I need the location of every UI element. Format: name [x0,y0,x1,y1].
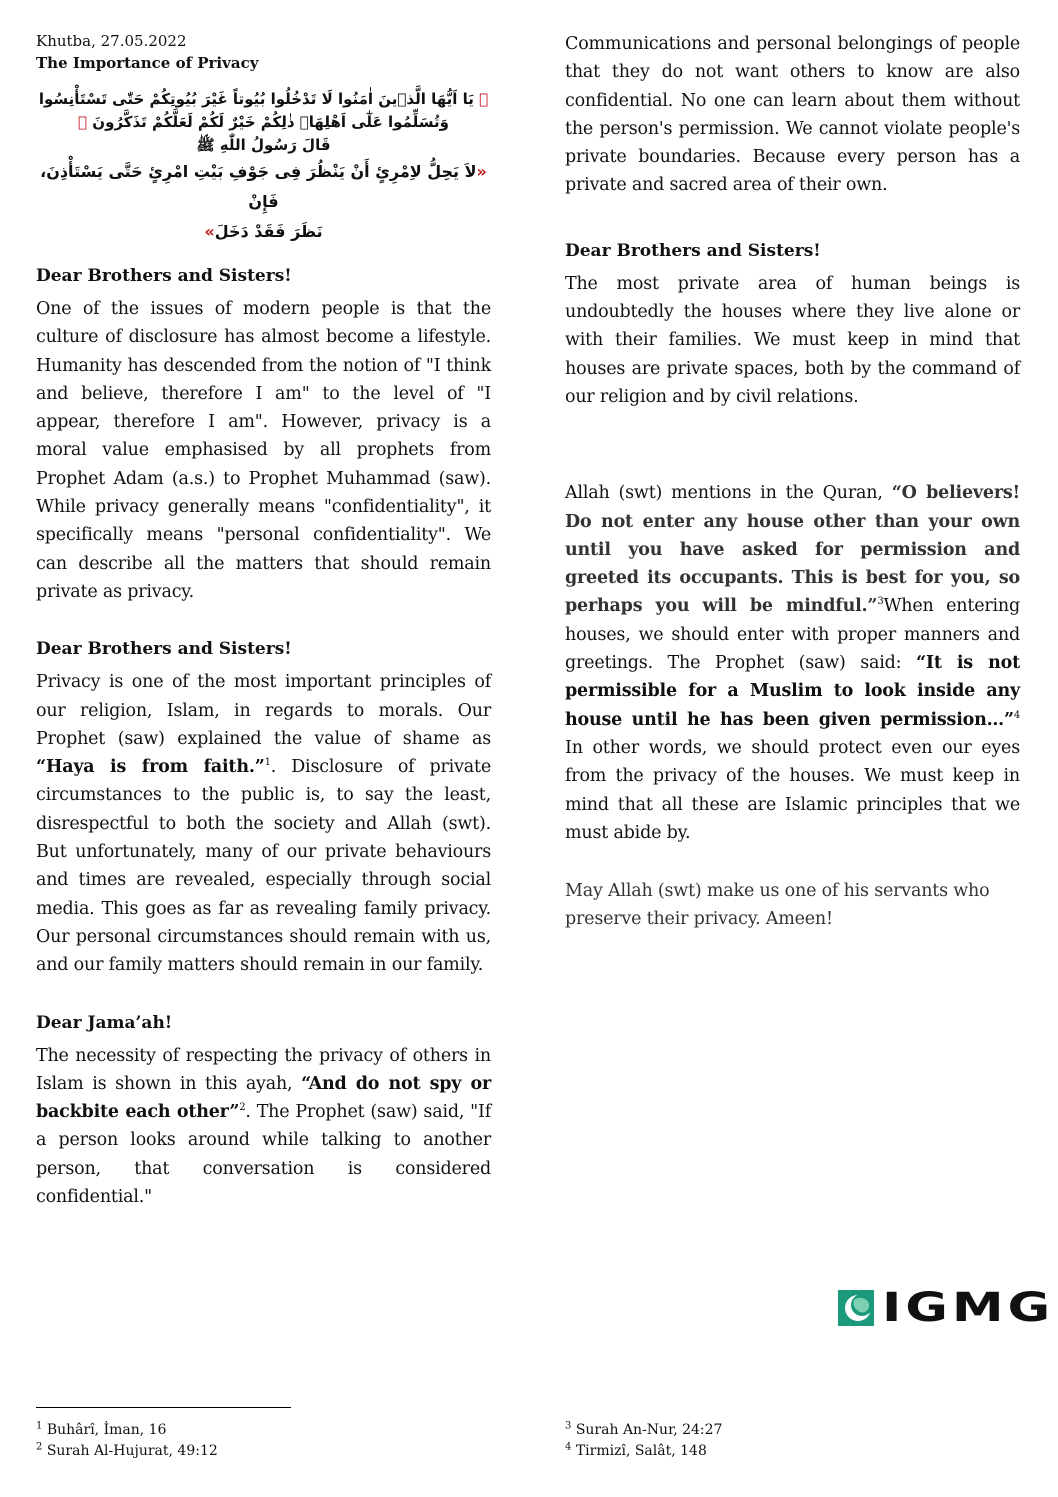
footnote-ref[interactable]: 3 [877,596,884,608]
hadith-intro: قَالَ رَسُولُ اللّٰهِ ﷺ [196,136,331,154]
logo-text: IGMG [882,1285,1055,1331]
closing-prayer: May Allah (swt) make us one of his servants who preserve their privacy. Ameen! [565,881,990,930]
ayah-line-1: ﴿ يَا اَيُّهَا الَّذ۪ينَ اٰمَنُوا لَا تَدْخُلُوا بُيُوتاً غَيْرَ بُيُوتِكُمْ حَتّٰى تَسْتَأْنِسُوا [38,90,489,108]
section-paragraph: Communications and personal belongings of people that they do not want others to know are also confidential. No one can learn about them without the person's permission. We cannot violate people's private boundaries. Because every person has a private and sacred area of their own. [565,34,1020,196]
khutba-date: Khutba, 27.05.2022 [36,32,187,50]
hadith-line-1: «لاَ يَحِلُّ لاِمْرِئٍ أَنْ يَنْظُرَ فِى جَوْفِ بَيْتِ امْرِئٍ حَتَّى يَسْتَأْذِنَ، فَإِنْ [40,162,487,211]
footnote-4: $^4$ Tirmizî, Salât, 148 [565,1441,707,1459]
igmg-logo [838,1285,1055,1331]
section-heading: Dear Brothers and Sisters! [36,266,292,286]
footnote-3: $^3$ Surah An-Nur, 24:27 [565,1420,723,1438]
section-paragraph: Allah (swt) mentions in the Quran, “O believers! Do not enter any house other than your own until you have asked for permission and greeted its occupants. This is best for you, so perhaps you will be mindful.”$^3$When entering houses, we should enter with proper manners and greetings. The Prophet (saw) said: “It is not permissible for a Muslim to look inside any house until he has been given permission…”$^4$ In other words, we should protect even our eyes from the privacy of the houses. We must keep in mind that all these are Islamic principles that we must abide by. [565,483,1020,843]
section-heading: Dear Brothers and Sisters! [565,240,821,261]
section-paragraph: One of the issues of modern people is that the culture of disclosure has almost become a lifestyle. Humanity has descended from the notion of "I think and believe, therefore I am" to the level of "I appear, therefore I am". However, privacy is a moral value emphasised by all prophets from Prophet Adam (a.s.) to Prophet Muhammad (saw). While privacy generally means "confidentiality", it specifically means "personal confidentiality". We can describe all the matters that should remain private as privacy. [36,299,491,602]
right-column [565,30,1020,934]
footnote-ref[interactable]: 1 [264,757,271,769]
section-heading: Dear Jama’ah! [36,1012,173,1033]
quote: “Haya is from faith.” [36,757,265,778]
crescent-globe-icon [838,1290,874,1326]
footnote-ref[interactable]: 2 [239,1102,246,1114]
quote: “And do not spy or backbite each other” [36,1073,491,1123]
section-heading: Dear Brothers and Sisters! [36,639,292,660]
quote: “It is not permissible for a Muslim to look inside any house until he has been given permission…” [565,653,1020,730]
left-column [36,30,491,1211]
footnote-2: $^2$ Surah Al-Hujurat, 49:12 [36,1441,218,1459]
footnote-divider [36,1407,291,1408]
section-paragraph: The most private area of human beings is undoubtedly the houses where they live alone or with their families. We must keep in mind that houses are private spaces, both by the command of our religion and by civil relations. [565,273,1020,407]
footnote-1: $^1$ Buhârî, İman, 16 [36,1420,167,1438]
section-paragraph: The necessity of respecting the privacy of others in Islam is shown in this ayah, “And do not spy or backbite each other”$^2$. The Prophet (saw) said, "If a person looks around while talking to another person, that conversation is considered confidential." [36,1045,491,1208]
arabic-block [36,88,491,247]
footnote-ref[interactable]: 4 [1013,709,1020,721]
section-paragraph: Privacy is one of the most important principles of our religion, Islam, in regards to morals. Our Prophet (saw) explained the value of shame as “Haya is from faith.”$^1$. Disclosure of private circumstances to the public is, to say the least, disrespectful to both the society and Allah (swt). But unfortunately, many of our private behaviours and times are revealed, especially through social media. This goes as far as revealing family privacy. Our personal circumstances should remain with us, and our family matters should remain in our family. [36,672,491,976]
page-title: The Importance of Privacy [36,54,259,72]
ayah-line-2: وَتُسَلِّمُوا عَلٰٓى اَهْلِهَاۜ ذٰلِكُمْ خَيْرٌ لَكُمْ لَعَلَّكُمْ تَذَكَّرُونَ ﴾ [78,113,449,131]
hadith-line-2: نَظَرَ فَقَدْ دَخَلَ» [204,222,323,241]
quote: “O believers! Do not enter any house other than your own until you have asked for permission and greeted its occupants. This is best for you, so perhaps you will be mindful.” [565,483,1020,617]
